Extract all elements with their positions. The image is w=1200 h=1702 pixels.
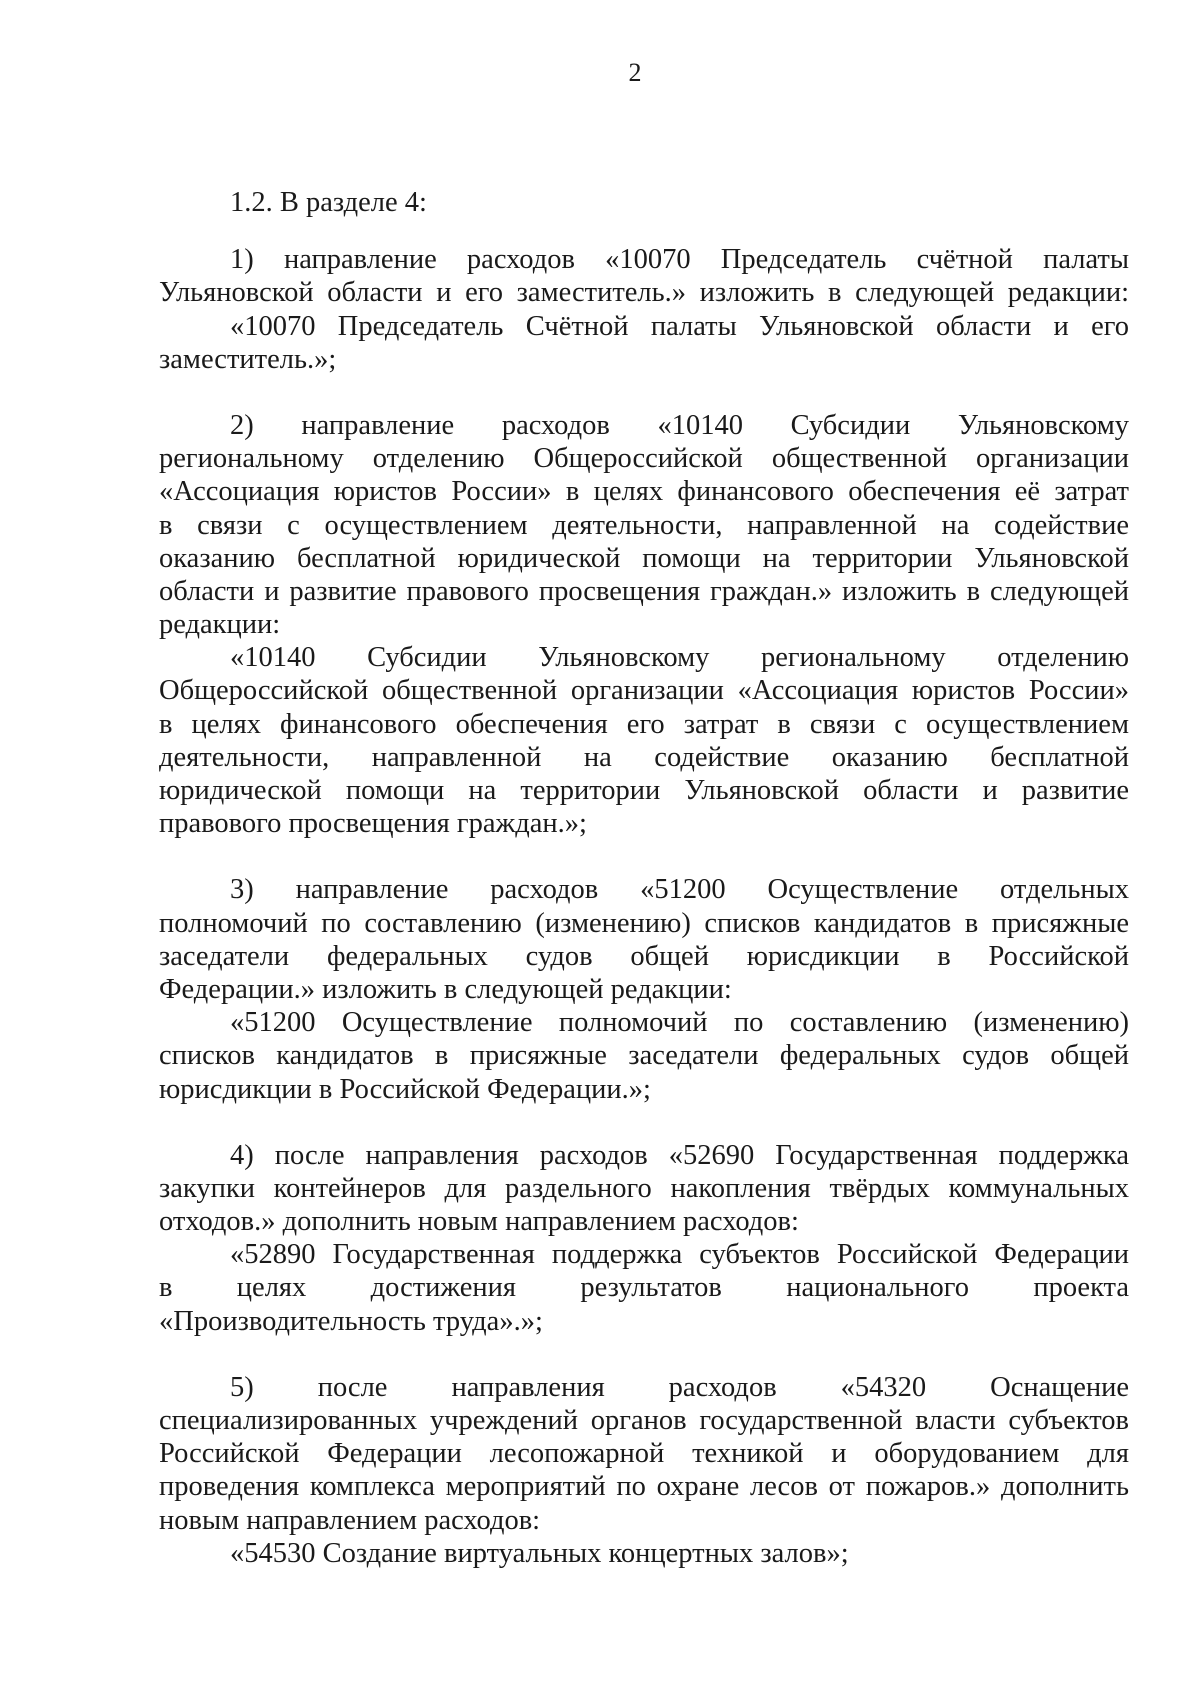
paragraph-line: 5) после направления расходов «54320 Оснащение	[230, 1371, 1129, 1403]
paragraph-line: в целях достижения результатов национального проекта	[159, 1272, 1129, 1304]
paragraph-line: «54530 Создание виртуальных концертных залов»;	[230, 1537, 849, 1569]
paragraph-line: Общероссийской общественной организации «Ассоциация юристов России»	[159, 675, 1129, 707]
paragraph-line: Федерации.» изложить в следующей редакции:	[159, 973, 732, 1005]
paragraph-line: отходов.» дополнить новым направлением расходов:	[159, 1206, 799, 1238]
paragraph-line: юридической помощи на территории Ульяновской области и развитие	[159, 775, 1129, 806]
paragraph-line: полномочий по составлению (изменению) списков кандидатов в присяжные	[159, 907, 1129, 939]
amendment-item-1	[159, 243, 1129, 376]
paragraph-line: «Ассоциация юристов России» в целях финансового обеспечения её затрат	[159, 476, 1129, 508]
paragraph-line: в целях финансового обеспечения его затрат в связи с осуществлением	[159, 708, 1129, 740]
paragraph-line: «10140 Субсидии Ульяновскому региональному отделению	[230, 642, 1129, 674]
paragraph-line: 4) после направления расходов «52690 Государственная поддержка	[230, 1139, 1129, 1171]
paragraph-line: редакции:	[159, 609, 281, 641]
paragraph-line: Ульяновской области и его заместитель.» изложить в следующей редакции:	[159, 277, 1129, 309]
paragraph-line: 2) направление расходов «10140 Субсидии Ульяновскому	[230, 409, 1129, 441]
paragraph-line: «Производительность труда».»;	[159, 1305, 543, 1337]
amendment-item-4	[159, 1139, 1129, 1338]
paragraph-line: 3) направление расходов «51200 Осуществление отдельных	[230, 874, 1129, 906]
paragraph-line: юрисдикции в Российской Федерации.»;	[159, 1073, 651, 1105]
paragraph-line: правового просвещения граждан.»;	[159, 808, 587, 840]
paragraph-line: региональному отделению Общероссийской общественной организации	[159, 443, 1129, 475]
paragraph-line: специализированных учреждений органов государственной власти субъектов	[159, 1405, 1129, 1436]
paragraph-line: заседатели федеральных судов общей юрисдикции в Российской	[159, 940, 1129, 972]
paragraph-line: новым направлением расходов:	[159, 1504, 541, 1536]
section-heading: 1.2. В разделе 4:	[230, 187, 427, 218]
paragraph-line: в связи с осуществлением деятельности, направленной на содействие	[159, 509, 1129, 541]
paragraph-line: Российской Федерации лесопожарной техникой и оборудованием для	[159, 1438, 1129, 1470]
paragraph-line: «10070 Председатель Счётной палаты Ульяновской области и его	[230, 310, 1129, 342]
document-body	[159, 186, 1129, 1570]
paragraph-line: «52890 Государственная поддержка субъектов Российской Федерации	[230, 1239, 1129, 1271]
paragraph-line: области и развитие правового просвещения граждан.» изложить в следующей	[159, 575, 1129, 607]
paragraph-line: закупки контейнеров для раздельного накопления твёрдых коммунальных	[159, 1172, 1129, 1204]
paragraph-line: оказанию бесплатной юридической помощи на территории Ульяновской	[159, 542, 1129, 574]
paragraph-line: «51200 Осуществление полномочий по составлению (изменению)	[230, 1007, 1129, 1039]
amendment-item-2	[159, 409, 1129, 840]
paragraph-line: 1) направление расходов «10070 Председатель счётной палаты	[230, 244, 1129, 276]
paragraph-line: проведения комплекса мероприятий по охране лесов от пожаров.» дополнить	[159, 1471, 1129, 1503]
amendment-item-5	[159, 1371, 1129, 1570]
paragraph-line: деятельности, направленной на содействие оказанию бесплатной	[159, 741, 1129, 773]
paragraph-line: заместитель.»;	[159, 343, 337, 375]
paragraph-line: списков кандидатов в присяжные заседатели федеральных судов общей	[159, 1040, 1129, 1072]
page-number: 2	[628, 58, 642, 87]
amendment-item-3	[159, 873, 1129, 1105]
